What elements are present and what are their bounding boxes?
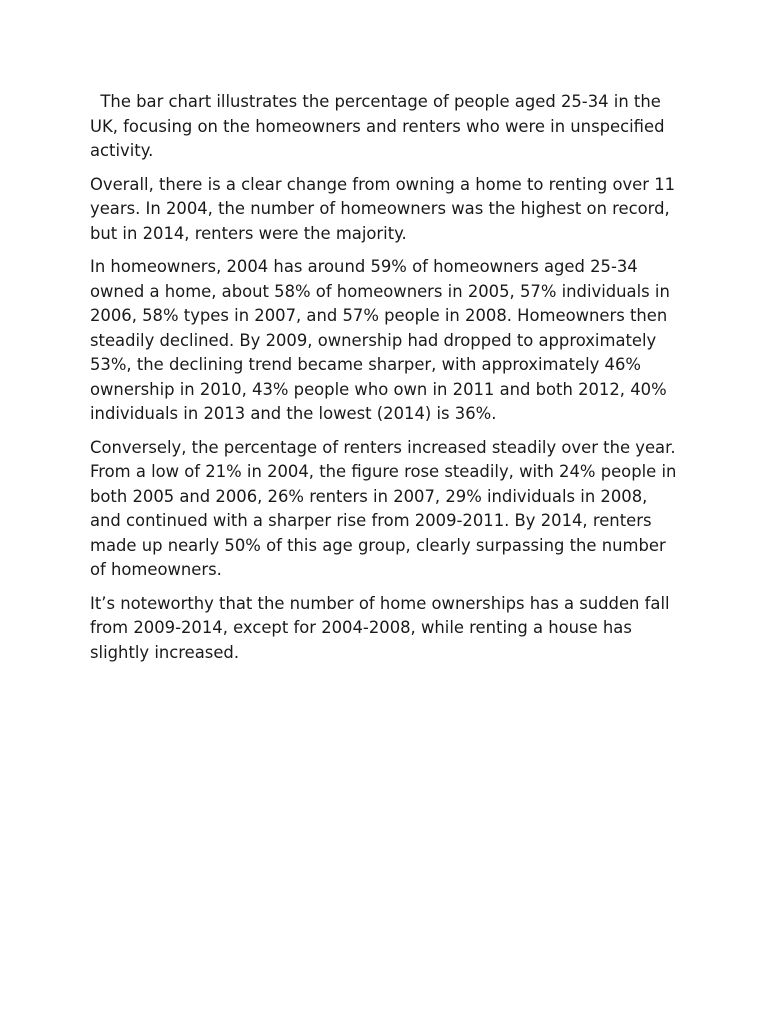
paragraph-homeowners: In homeowners, 2004 has around 59% of homeowners aged 25-34 owned a home, about 58% of homeowners in 2005, 57% individuals in 2006, 58% types in 2007, and 57% people in 2008. Homeowners then steadily declined. By 2009, ownership had dropped to approximately 53%, the declining trend became sharper, with approximately 46% ownership in 2010, 43% people who own in 2011 and both 2012, 40% individuals in 2013 and the lowest (2014) is 36%.	[90, 257, 676, 423]
paragraph-renters: Conversely, the percentage of renters increased steadily over the year. From a low of 21% in 2004, the figure rose steadily, with 24% people in both 2005 and 2006, 26% renters in 2007, 29% individuals in 2008, and continued with a sharper rise from 2009-2011. By 2014, renters made up nearly 50% of this age group, clearly surpassing the number of homeowners.	[90, 437, 682, 579]
paragraph-conclusion: It’s noteworthy that the number of home ownerships has a sudden fall from 2009-2014, except for 2004-2008, while renting a house has slightly increased.	[90, 593, 675, 662]
paragraph-intro: The bar chart illustrates the percentage of people aged 25-34 in the UK, focusing on the homeowners and renters who were in unspecified activity.	[90, 92, 670, 160]
paragraph-overview: Overall, there is a clear change from owning a home to renting over 11 years. In 2004, the number of homeowners was the highest on record, but in 2014, renters were the majority.	[90, 174, 681, 243]
document-body	[90, 90, 682, 674]
